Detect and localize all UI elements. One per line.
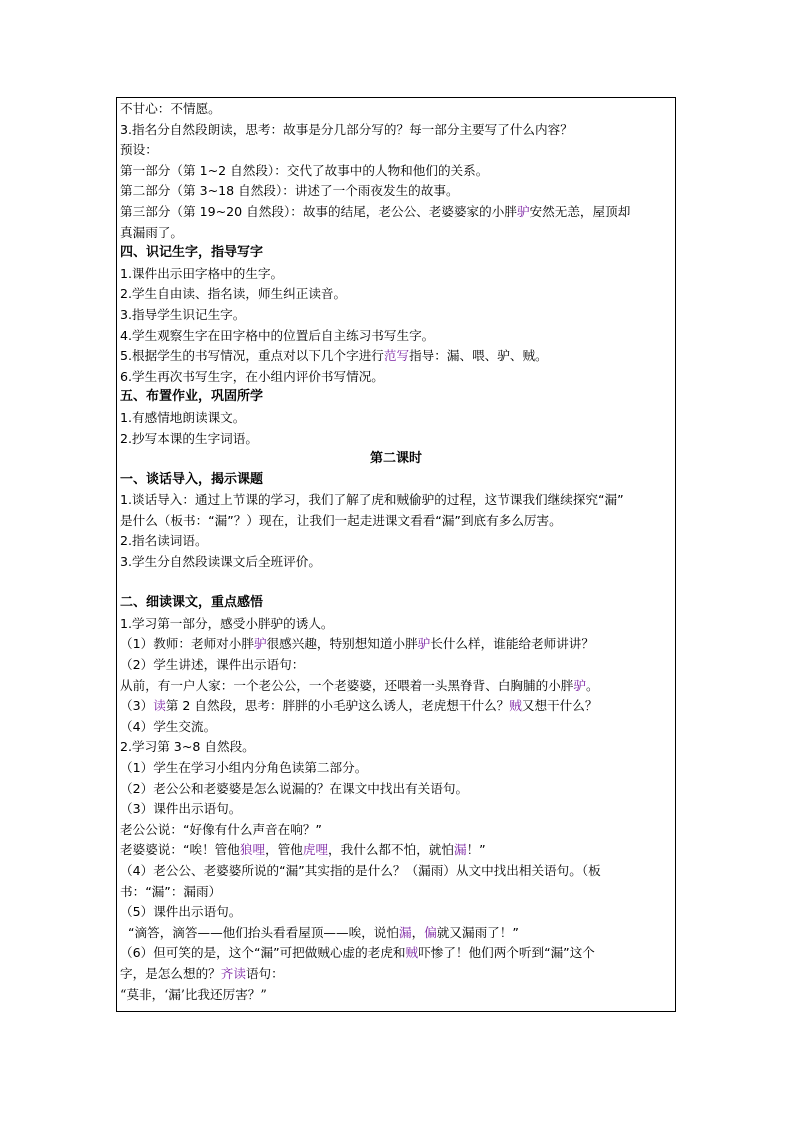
highlighted-word: 范写 xyxy=(383,348,410,364)
text-line: 真漏雨了。 xyxy=(120,224,183,240)
text-line xyxy=(120,696,672,717)
highlighted-word: 驴 xyxy=(253,636,267,652)
text-line: 3.指名分自然段朗读，思考：故事是分几部分写的？每一部分主要写了什么内容？ xyxy=(120,121,573,137)
text-segment: （6）但可笑的是，这个“漏”可把做贼心虚的老虎和 xyxy=(120,945,406,961)
text-segment: 第 2 自然段，思考：胖胖的小毛驴这么诱人，老虎想干什么？ xyxy=(165,698,510,714)
section-heading: 二、细读课文，重点感悟 xyxy=(120,595,264,611)
section-heading: 五、布置作业，巩固所学 xyxy=(120,389,264,405)
text-segment: （3） xyxy=(120,698,154,714)
text-line: 1.谈话导入：通过上节课的学习，我们了解了虎和贼偷驴的过程，这节课我们继续探究“漏” xyxy=(120,492,624,508)
highlighted-word: 偏 xyxy=(424,924,437,940)
text-line: 2.指名读词语。 xyxy=(120,533,208,549)
text-line: 2.抄写本课的生字词语。 xyxy=(120,430,258,446)
text-line: 第二部分（第 3~18 自然段）：讲述了一个雨夜发生的故事。 xyxy=(120,183,459,199)
text-line: 4.学生观察生字在田字格中的位置后自主练习书写生字。 xyxy=(120,327,435,343)
text-line: （4）学生交流。 xyxy=(120,718,217,734)
text-line: （1）学生在学习小组内分角色读第二部分。 xyxy=(120,760,368,775)
highlighted-word: 驴 xyxy=(417,636,431,652)
text-segment: ！” xyxy=(466,842,486,858)
text-line: （4）老公公、老婆婆所说的“漏”其实指的是什么？（漏雨）从文中找出相关语句。（板 xyxy=(120,862,601,878)
lesson-plan-table-cell xyxy=(116,97,676,1012)
text-line xyxy=(120,346,672,367)
text-line: 2.学生自由读、指名读，师生纠正读音。 xyxy=(120,286,347,302)
blank-line xyxy=(120,573,672,594)
text-segment: 长什么样，谁能给老师讲讲？ xyxy=(430,636,594,652)
text-line: 1.课件出示田字格中的生字。 xyxy=(120,265,284,281)
text-segment: 又想干什么？ xyxy=(521,698,598,714)
text-segment: 。 xyxy=(585,677,599,693)
highlighted-word: 齐读 xyxy=(220,965,246,981)
text-line: 3.指导学生识记生字。 xyxy=(120,306,246,322)
text-segment: 语句： xyxy=(245,965,284,981)
text-line: 3.学生分自然段读课文后全班评价。 xyxy=(120,554,321,570)
text-segment: 5.根据学生的书写情况，重点对以下几个字进行 xyxy=(120,348,384,364)
text-segment: 就又漏雨了！” xyxy=(436,924,519,940)
text-line: 1.有感情地朗读课文。 xyxy=(120,409,246,425)
highlighted-word: 狼哩 xyxy=(239,842,266,858)
text-segment: （1）教师：老师对小胖 xyxy=(120,636,254,652)
text-line xyxy=(120,202,672,223)
text-segment: 指导：漏、喂、驴、贼。 xyxy=(409,348,548,364)
highlighted-word: 漏 xyxy=(399,924,412,940)
text-line: （5）课件出示语句。 xyxy=(120,904,242,920)
text-line: 老公公说：“好像有什么声音在响？” xyxy=(120,821,322,837)
text-line: 是什么（板书：“漏”？）现在，让我们一起走进课文看看“漏”到底有多么厉害。 xyxy=(120,512,562,528)
text-line xyxy=(120,840,672,861)
quoted-line: “莫非，‘漏’比我还厉害？” xyxy=(120,986,267,1002)
text-segment: 安然无恙，屋顶却 xyxy=(529,203,631,219)
text-segment: 第三部分（第 19~20 自然段）：故事的结尾，老公公、老婆婆家的小胖 xyxy=(120,203,517,219)
text-segment: ， xyxy=(411,924,425,940)
text-segment: ，管他 xyxy=(265,842,303,858)
highlighted-word: 漏 xyxy=(453,842,467,858)
text-line xyxy=(120,676,672,697)
text-line: 书：“漏”：漏雨） xyxy=(120,883,222,899)
section-heading: 四、识记生字，指导写字 xyxy=(120,245,264,261)
text-segment: “滴答，滴答——他们抬头看看屋顶——唉，说怕 xyxy=(128,924,399,940)
text-line: 不甘心：不情愿。 xyxy=(120,101,221,116)
text-line: （2）老公公和老婆婆是怎么说漏的？在课文中找出有关语句。 xyxy=(120,780,469,796)
text-segment: 很感兴趣，特别想知道小胖 xyxy=(266,636,418,652)
text-line: 2.学习第 3~8 自然段。 xyxy=(120,739,255,755)
lesson-title: 第二课时 xyxy=(369,451,422,467)
highlighted-word: 虎哩 xyxy=(302,842,329,858)
highlighted-word: 驴 xyxy=(573,677,586,693)
highlighted-word: 贼 xyxy=(405,945,419,961)
text-line: 第一部分（第 1~2 自然段）：交代了故事中的人物和他们的关系。 xyxy=(120,162,489,178)
text-segment: ，我什么都不怕，就怕 xyxy=(328,842,454,858)
text-segment: 字，是怎么想的？ xyxy=(120,965,221,981)
text-line xyxy=(120,634,672,655)
text-segment: 从前，有一户人家：一个老公公，一个老婆婆，还喂着一头黑脊背、白胸脯的小胖 xyxy=(120,677,574,693)
text-line: 1.学习第一部分，感受小胖驴的诱人。 xyxy=(120,615,334,631)
text-line: （3）课件出示语句。 xyxy=(120,801,242,817)
text-line xyxy=(120,943,672,964)
text-line: 预设： xyxy=(120,142,158,158)
quoted-line xyxy=(120,923,672,944)
text-segment: 老婆婆说：“唉！管他 xyxy=(120,842,240,858)
highlighted-word: 驴 xyxy=(516,203,530,219)
highlighted-word: 读 xyxy=(153,698,166,714)
text-line: 6.学生再次书写生字，在小组内评价书写情况。 xyxy=(120,368,384,384)
text-line xyxy=(120,964,672,985)
text-segment: 吓惨了！他们两个听到“漏”这个 xyxy=(418,945,595,961)
highlighted-word: 贼 xyxy=(509,698,522,714)
section-heading: 一、谈话导入，揭示课题 xyxy=(120,471,264,487)
lesson-text-body xyxy=(120,99,672,1005)
text-line: （2）学生讲述，课件出示语句： xyxy=(120,657,305,673)
